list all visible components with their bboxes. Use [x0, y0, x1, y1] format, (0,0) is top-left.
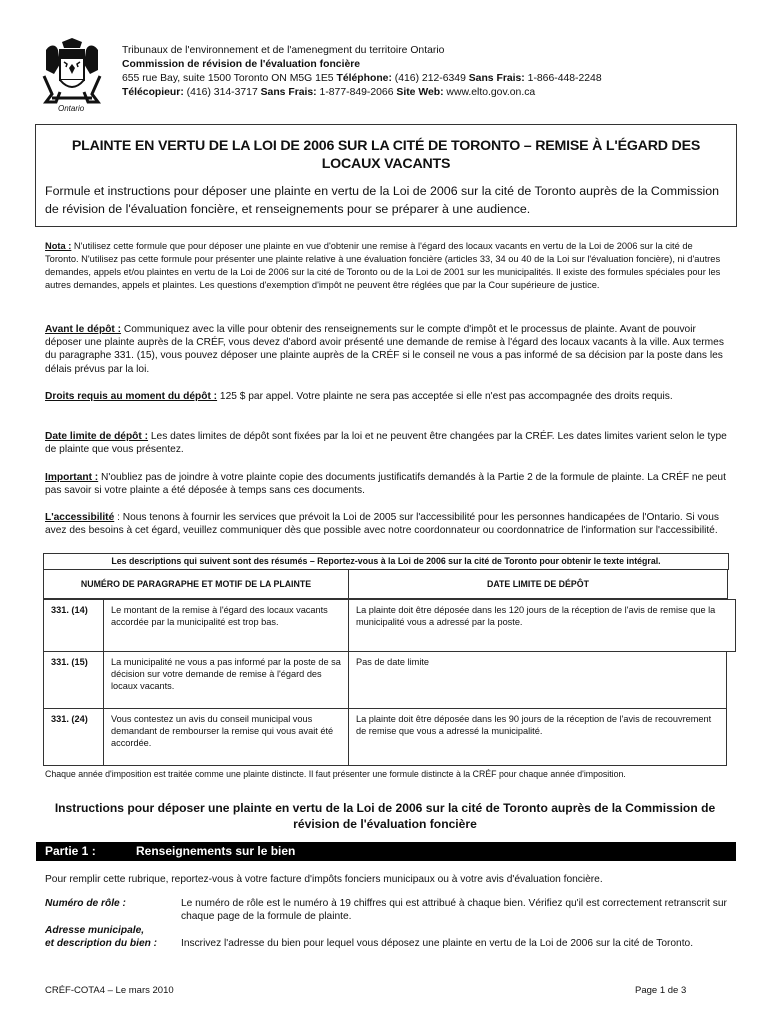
form-identifier: CRÉF-COTA4 – Le mars 2010: [45, 985, 174, 996]
header-fax-line: Télécopieur: (416) 314-3717 Sans Frais: 1-877-849-2066 Site Web: www.elto.gov.on.ca: [122, 87, 536, 98]
ontario-coat-of-arms-logo: [40, 36, 104, 112]
page-number: Page 1 de 3: [635, 985, 687, 996]
table-header-motif: NUMÉRO DE PARAGRAPHE ET MOTIF DE LA PLAINTE: [43, 569, 349, 599]
definition-adresse: Inscrivez l'adresse du bien pour lequel vous déposez une plainte en vertu de la Loi de 2006 sur la cité de Toronto.: [181, 938, 694, 949]
header-tribunal-name: Tribunaux de l'environnement et de l'amenegment du territoire Ontario: [122, 45, 445, 56]
definition-numero-de-role: Le numéro de rôle est le numéro à 19 chiffres qui est attribué à chaque bien. Vérifiez qu'il est correctement retranscrit sur chaque page de la formule de plainte.: [181, 898, 727, 923]
title-box: [35, 124, 737, 227]
table-row-1-number: 331. (14): [43, 599, 104, 652]
table-row-1-motif: Le montant de la remise à l'égard des locaux vacants accordée par la municipalité est trop bas.: [103, 599, 349, 652]
nota-paragraph: Nota : N'utilisez cette formule que pour déposer une plainte en vue d'obtenir une remise à l'égard des locaux vacants en vertu de la Loi de 2006 sur la cité de Toronto. N'utilisez pas cette formule pour présenter une plainte relative à une évaluation foncière (articles 33, 34 ou 40 de la Loi sur l'évaluation foncière), ni d'autres demandes, appels et/ou plaintes en vertu de la Loi de 2006 sur la cité de Toronto ou de la Loi de 2001 sur les municipalités. Il existe des formules spéciales pour les autres demandes, appels et plaintes. Les questions d'exemption d'impôt ne peuvent être réglées que par la Cour supérieure de justice.: [45, 241, 721, 290]
part-1-intro: Pour remplir cette rubrique, reportez-vous à votre facture d'impôts fonciers municipaux ou à votre avis d'évaluation foncière.: [45, 874, 603, 885]
term-adresse-line2: et description du bien :: [45, 938, 158, 949]
part-1-section-bar: [36, 842, 736, 861]
date-limite-paragraph: Date limite de dépôt : Les dates limites de dépôt sont fixées par la loi et ne peuvent être changées par la CRÉF. Les dates limites varient selon le type de plainte que vous présentez.: [45, 431, 727, 456]
instructions-heading: Instructions pour déposer une plainte en vertu de la Loi de 2006 sur la cité de Toronto auprès de la Commission de révision de l'évaluation foncière: [54, 801, 716, 831]
tribunal-header: [122, 44, 602, 100]
term-numero-de-role: Numéro de rôle :: [45, 898, 126, 909]
part-1-label: Partie 1 :: [45, 844, 96, 858]
table-footnote: Chaque année d'imposition est traitée comme une plainte distincte. Il faut présenter une formule distincte à la CRÉF pour chaque année d'imposition.: [45, 769, 626, 779]
part-1-title: Renseignements sur le bien: [136, 844, 296, 858]
droits-paragraph: Droits requis au moment du dépôt : 125 $ par appel. Votre plainte ne sera pas acceptée si elle n'est pas accompagnée des droits requis.: [45, 391, 673, 402]
header-address-line: 655 rue Bay, suite 1500 Toronto ON M5G 1E5 Téléphone: (416) 212-6349 Sans Frais: 1-866-448-2248: [122, 73, 602, 84]
table-row-2-date: Pas de date limite: [348, 651, 727, 709]
logo-wordmark: Ontario: [58, 104, 85, 113]
term-adresse-line1: Adresse municipale,: [45, 925, 145, 936]
header-commission-name: Commission de révision de l'évaluation foncière: [122, 59, 361, 70]
table-row-2-motif: La municipalité ne vous a pas informé par la poste de sa décision sur votre demande de remise à l'égard des locaux vacants.: [103, 651, 349, 709]
avant-depot-paragraph: Avant le dépôt : Communiquez avec la ville pour obtenir des renseignements sur le compte d'impôt et le processus de plainte. Avant de pouvoir déposer une plainte auprès de la CRÉF, vous devez d'abord avoir présenté une demande de remise à l'égard des locaux vacants à la ville. Aux termes du paragraphe 331. (15), vous pouvez déposer une plainte auprès de la CRÉF si le conseil ne vous a pas informé de sa décision par la poste dans les délais prévus par la loi.: [45, 324, 724, 375]
important-paragraph: Important : N'oubliez pas de joindre à votre plainte copie des documents justificatifs demandés à la Partie 2 de la formule de plainte. La CRÉF ne peut pas savoir si votre plainte a été déposée à temps sans ces documents.: [45, 472, 726, 497]
table-caption: Les descriptions qui suivent sont des résumés – Reportez-vous à la Loi de 2006 sur la cité de Toronto pour obtenir le texte intégral.: [43, 553, 729, 570]
table-header-date: DATE LIMITE DE DÉPÔT: [348, 569, 728, 599]
table-row-3-date: La plainte doit être déposée dans les 90 jours de la réception de l'avis de recouvrement de remise que vous a adressé la municipalité.: [348, 708, 727, 766]
table-row-3-number: 331. (24): [43, 708, 104, 766]
document-subtitle: Formule et instructions pour déposer une plainte en vertu de la Loi de 2006 sur la cité de Toronto auprès de la Commission de révision de l'évaluation foncière, et renseignements pour se préparer à une audience.: [45, 184, 720, 216]
table-row-3-motif: Vous contestez un avis du conseil municipal vous demandant de rembourser la remise qui vous avait été accordée.: [103, 708, 349, 766]
accessibilite-paragraph: L'accessibilité : Nous tenons à fournir les services que prévoit la Loi de 2005 sur l'accessibilité pour les personnes handicapées de l'Ontario. Si vous avez des besoins à cet égard, veuillez communiquer dès que possible avec notre coordonnateur ou coordonnatrice de l'information sur l'accessibilité.: [45, 512, 719, 537]
document-title: PLAINTE EN VERTU DE LA LOI DE 2006 SUR LA CITÉ DE TORONTO – REMISE À L'ÉGARD DES LOCAUX VACANTS: [71, 138, 701, 172]
table-row-2-number: 331. (15): [43, 651, 104, 709]
table-row-1-date: La plainte doit être déposée dans les 120 jours de la réception de l'avis de remise que la municipalité vous a adressé par la poste.: [348, 599, 736, 652]
